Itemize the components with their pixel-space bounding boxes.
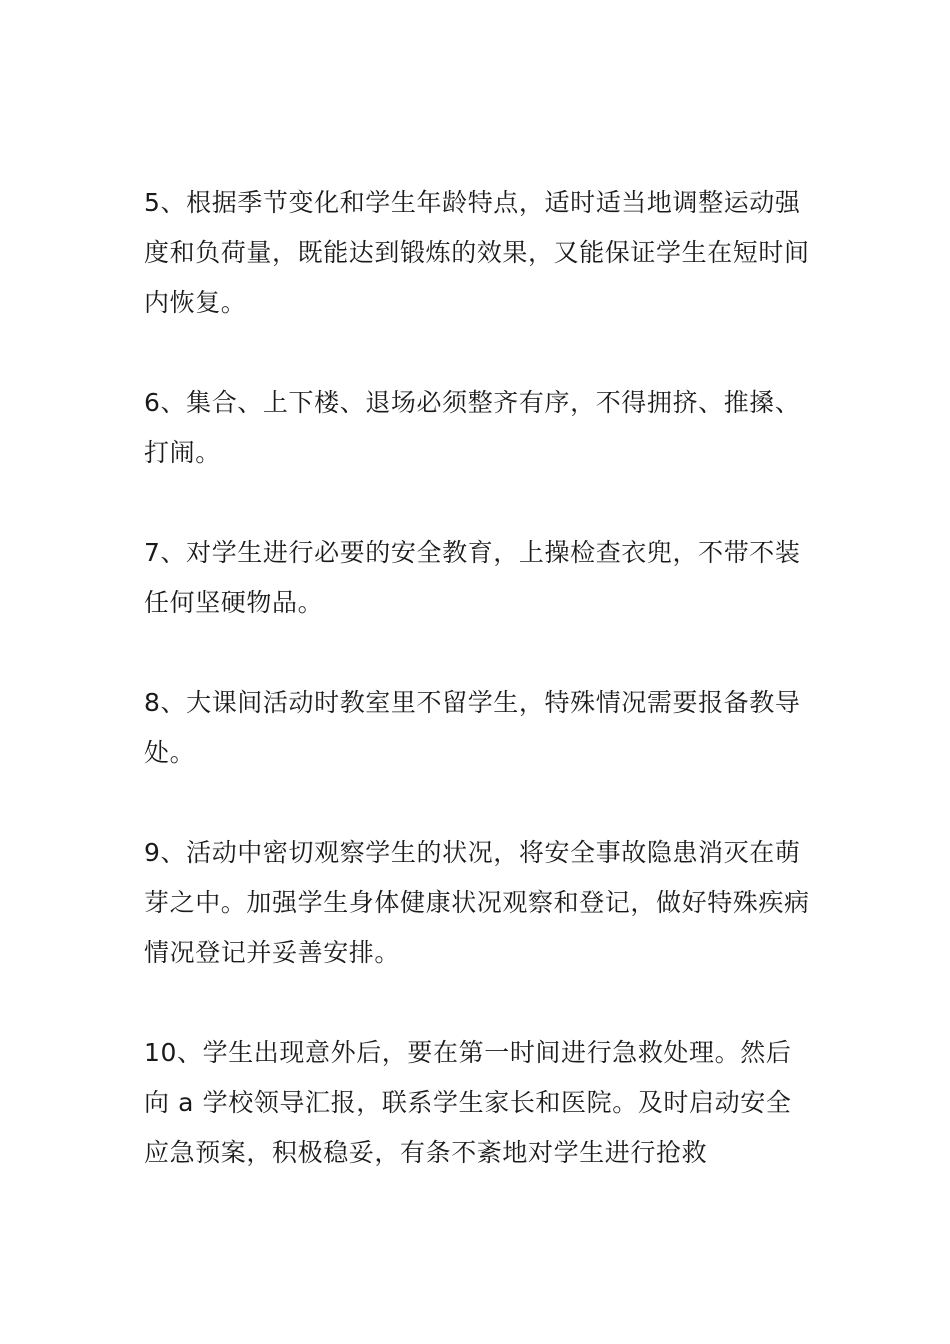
paragraph-item-10: 10、学生出现意外后，要在第一时间进行急救处理。然后向 a 学校领导汇报，联系学生家长和医院。及时启动安全应急预案，积极稳妥，有条不紊地对学生进行抢救 bbox=[144, 1038, 792, 1167]
paragraph-item-5: 5、根据季节变化和学生年龄特点，适时适当地调整运动强度和负荷量，既能达到锻炼的效果，又能保证学生在短时间内恢复。 bbox=[144, 188, 810, 317]
paragraph-item-6: 6、集合、上下楼、退场必须整齐有序，不得拥挤、推搡、打闹。 bbox=[144, 388, 801, 467]
paragraph-item-8: 8、大课间活动时教室里不留学生，特殊情况需要报备教导处。 bbox=[144, 688, 801, 767]
document-body bbox=[144, 178, 810, 1178]
paragraph-item-7: 7、对学生进行必要的安全教育，上操检查衣兜，不带不装任何坚硬物品。 bbox=[144, 538, 801, 617]
paragraph-item-9: 9、活动中密切观察学生的状况，将安全事故隐患消灭在萌芽之中。加强学生身体健康状况观察和登记，做好特殊疾病情况登记并妥善安排。 bbox=[144, 838, 810, 967]
